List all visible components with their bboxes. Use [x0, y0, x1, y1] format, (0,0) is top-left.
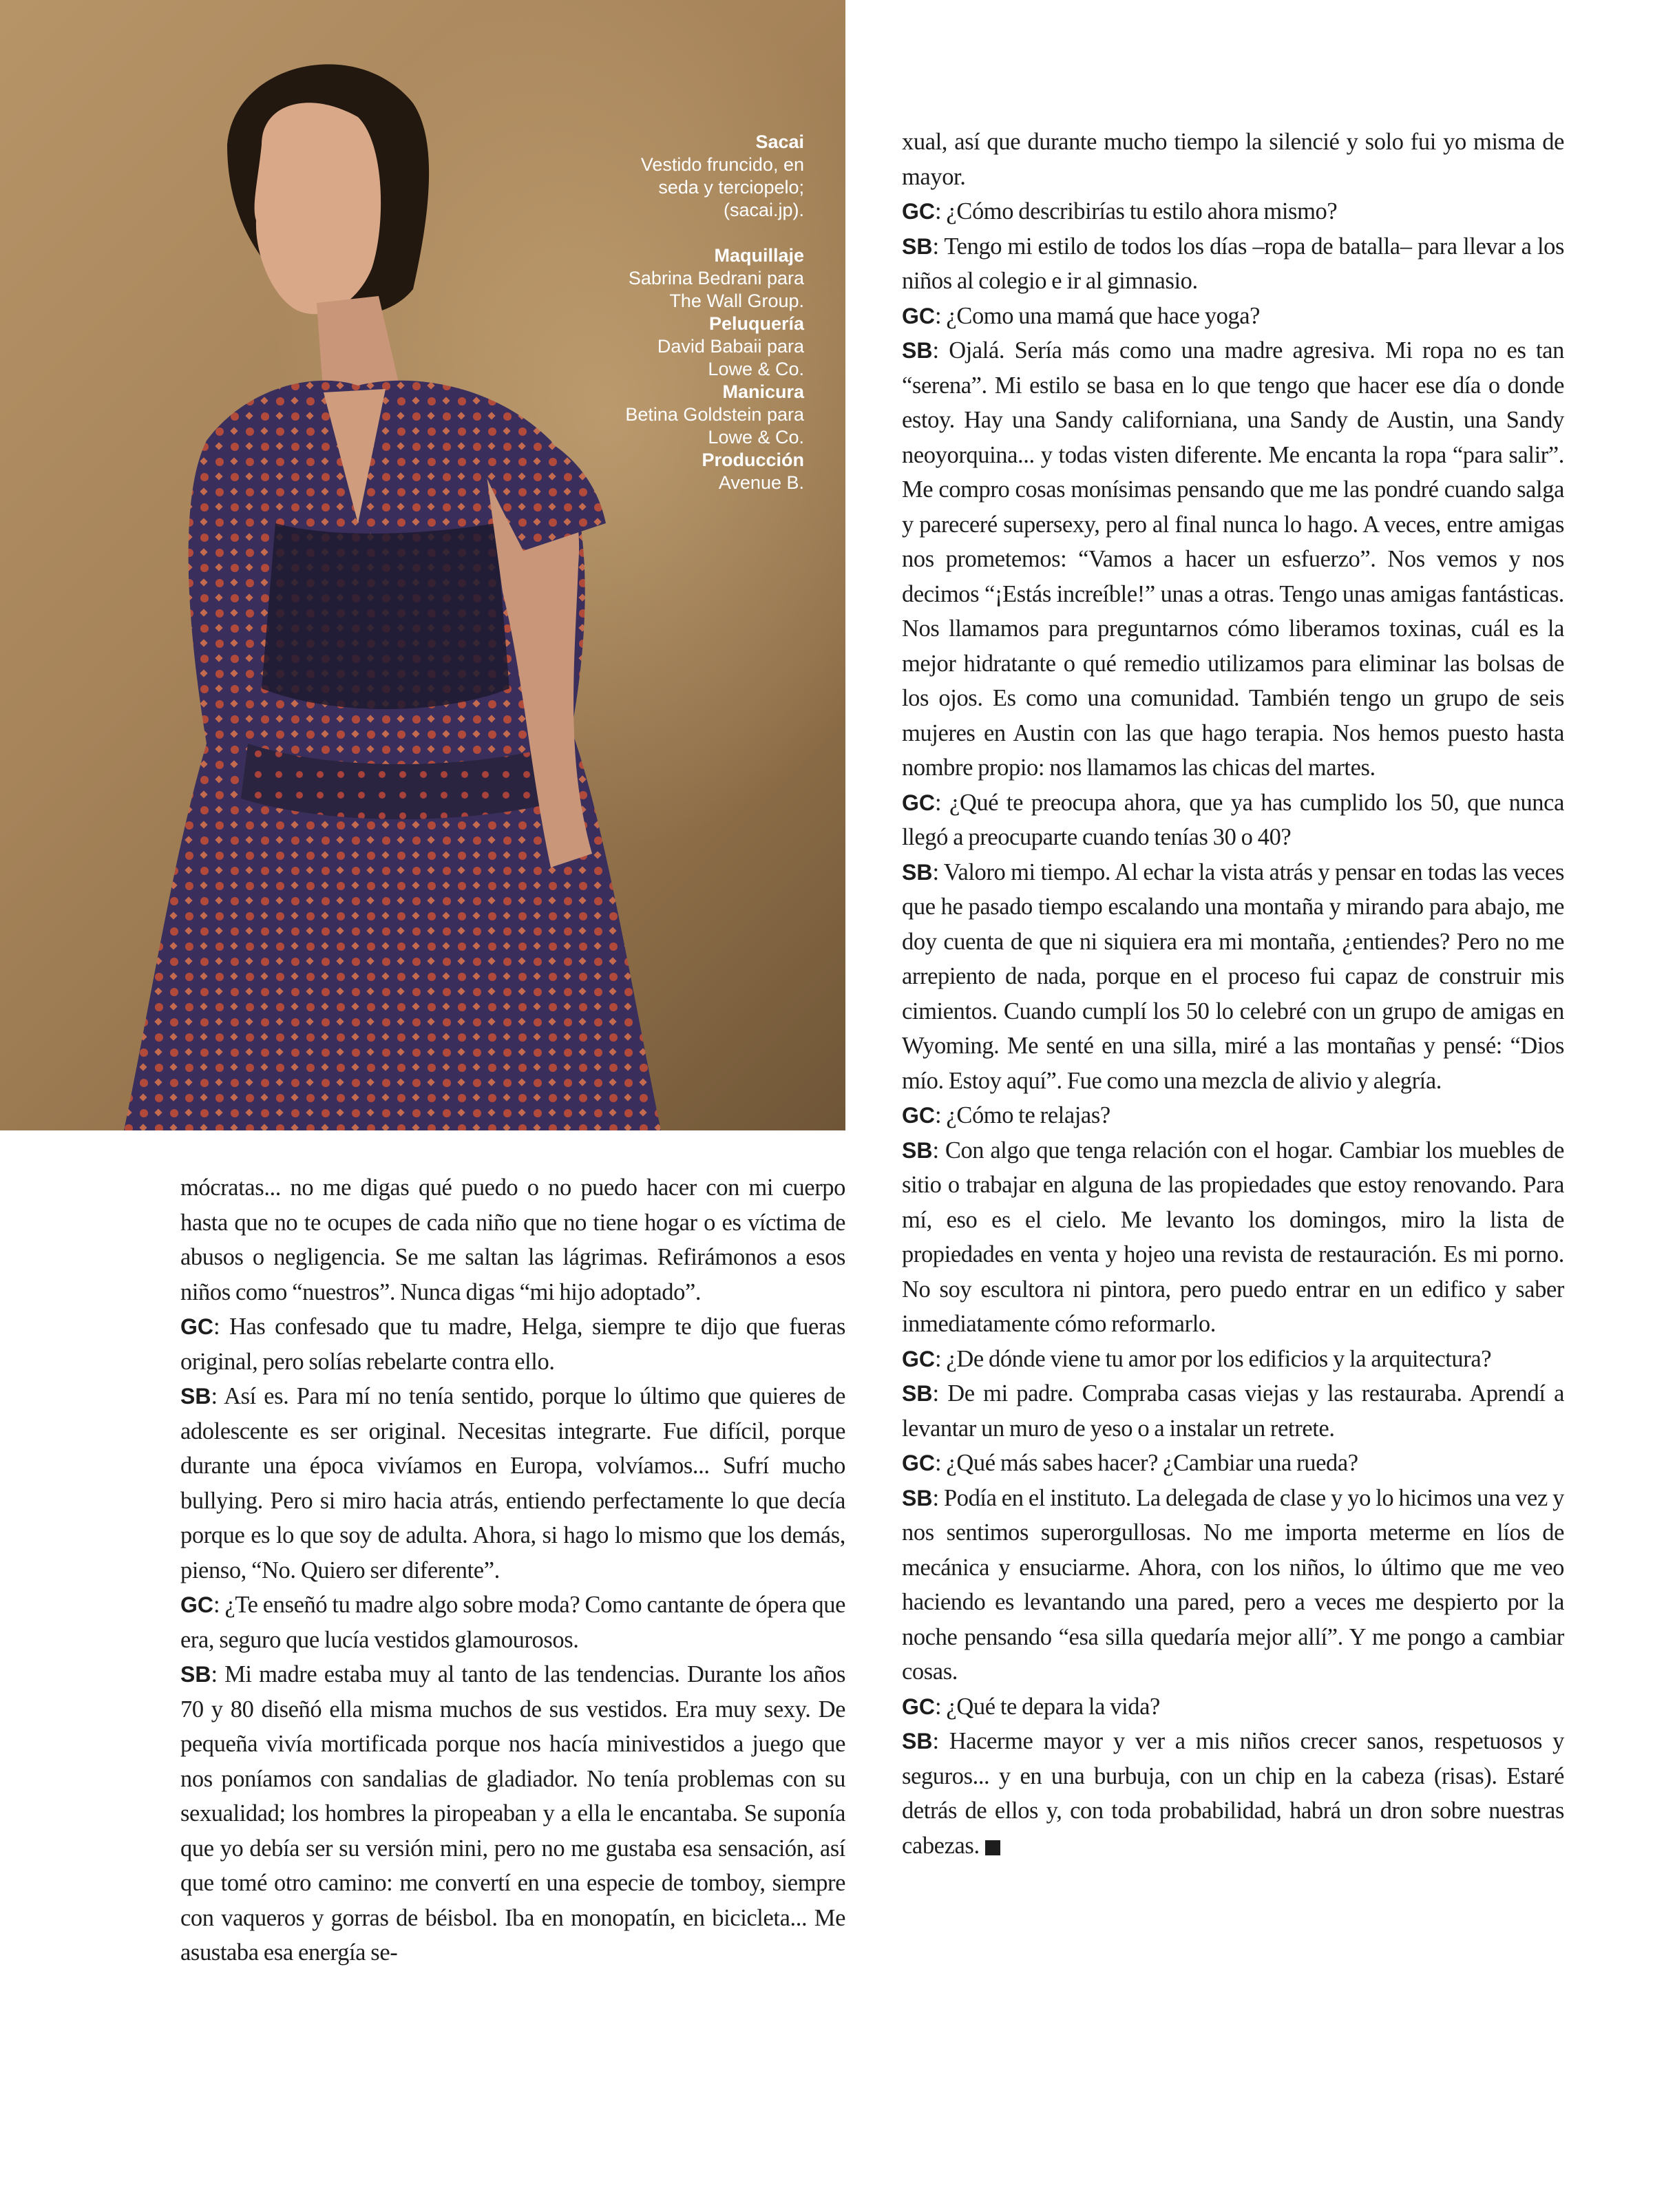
credit-peluqueria	[625, 313, 804, 381]
interview-paragraph: GC: ¿Qué te depara la vida?	[902, 1693, 1160, 1720]
paragraph-text: xual, así que durante mucho tiempo la silencié y solo fui yo misma de mayor.	[902, 129, 1564, 190]
interview-paragraph: SB: Así es. Para mí no tenía sentido, porque lo último que quieres de adolescente es ser original. Necesitas integrarte. Fue difícil, porque durante una época vivíamos en Europa, volvíamos... Sufrí mucho bullying. Pero si miro hacia atrás, entiendo perfectamente lo que decía porque es lo que soy de adulta. Ahora, si hago lo mismo que los demás, pienso, “No. Quiero ser diferente”.	[180, 1383, 845, 1583]
paragraph-text: Ojalá. Sería más como una madre agresiva. Mi ropa no es tan “serena”. Mi estilo se basa en lo que tengo que hacer ese día o donde estoy. Hay una Sandy californiana, una Sandy de Austin, una Sandy neoyorquina... y todas visten diferente. Me encanta la ropa “para salir”. Me compro cosas monísimas pensando que me las pondré cuando salga y pareceré supersexy, pero al final nunca lo hago. A veces, entre amigas nos prometemos: “Vamos a hacer un esfuerzo”. Nos vemos y nos decimos “¡Estás increíble!” unas a otras. Tengo unas amigas fantásticas. Nos llamamos para preguntarnos cómo liberamos toxinas, cuál es la mejor hidratante o qué remedio utilizamos para eliminar las bolsas de los ojos. Es como una comunidad. También tengo un grupo de seis mujeres en Austin con las que hago terapia. Nos hemos puesto hasta nombre propio: nos llamamos las chicas del martes.	[902, 337, 1564, 781]
credit-label: Maquillaje	[714, 245, 804, 266]
paragraph-text: Mi madre estaba muy al tanto de las tendencias. Durante los años 70 y 80 diseñó ella misma muchos de sus vestidos. Era muy sexy. De pequeña vivía mortificada porque nos hacía minivestidos a juego que nos poníamos con sandalias de gladiador. No tenía problemas con su sexualidad; los hombres la piropeaban y a ella le encantaba. Se suponía que yo debía ser su versión mini, pero no me gustaba esa sensación, así que tomé otro camino: me convertí en una especie de tomboy, siempre con vaqueros y gorras de béisbol. Iba en monopatín, en bicicleta... Me asustaba esa energía se-	[180, 1661, 845, 1966]
paragraph-text: mócratas... no me digas qué puedo o no puedo hacer con mi cuerpo hasta que no te ocupes de cada niño que no tiene hogar o es víctima de abusos o negligencia. Se me saltan las lágrimas. Refirámonos a esos niños como “nuestros”. Nunca digas “mi hijo adoptado”.	[180, 1175, 845, 1305]
speaker-label: SB	[902, 1137, 933, 1163]
interview-column-right	[902, 125, 1564, 1863]
interview-paragraph	[180, 1170, 845, 1309]
credit-text: David Babaii para Lowe & Co.	[657, 336, 804, 379]
credit-text: Sabrina Bedrani para The Wall Group.	[628, 268, 804, 311]
paragraph-text: Has confesado que tu madre, Helga, siempre te dijo que fueras original, pero solías rebelarte contra ello.	[180, 1314, 845, 1375]
speaker-label: SB	[902, 1729, 933, 1753]
interview-paragraph: GC: ¿Cómo te relajas?	[902, 1102, 1110, 1128]
paragraph-text: Así es. Para mí no tenía sentido, porque lo último que quieres de adolescente es ser original. Necesitas integrarte. Fue difícil, porque durante una época vivíamos en Europa, volvíamos... Sufrí mucho bullying. Pero si miro hacia atrás, entiendo perfectamente lo que decía porque es lo que soy de adulta. Ahora, si hago lo mismo que los demás, pienso, “No. Quiero ser diferente”.	[180, 1383, 845, 1583]
credit-text: Vestido fruncido, en seda y terciopelo; (sacai.jp).	[640, 154, 804, 220]
paragraph-text: ¿Cómo describirías tu estilo ahora mismo?	[946, 198, 1338, 224]
speaker-label: SB	[902, 338, 933, 363]
speaker-label: GC	[902, 790, 935, 815]
credit-text: Avenue B.	[718, 472, 804, 493]
interview-paragraph: GC: ¿Te enseñó tu madre algo sobre moda? Como cantante de ópera que era, seguro que lucía vestidos glamourosos.	[180, 1592, 845, 1653]
interview-paragraph: GC: ¿De dónde viene tu amor por los edificios y la arquitectura?	[902, 1345, 1492, 1372]
credit-label: Sacai	[755, 131, 804, 152]
credit-maquillaje	[625, 244, 804, 313]
credit-produccion	[625, 449, 804, 494]
interview-column-left	[180, 1170, 845, 1970]
credit-text: Betina Goldstein para Lowe & Co.	[625, 404, 804, 447]
interview-paragraph: SB: Podía en el instituto. La delegada de clase y yo lo hicimos una vez y nos sentimos superorgullosas. No me importa meterme en líos de mecánica y ensuciarme. Ahora, con los niños, lo último que me veo haciendo es levantando una pared, pero a veces me despierto por la noche pensando “esa silla quedaría mejor allí”. Y me pongo a cambiar cosas.	[902, 1484, 1564, 1685]
paragraph-text: ¿Qué te depara la vida?	[946, 1693, 1160, 1720]
portrait-photo	[0, 0, 845, 1130]
paragraph-text: ¿De dónde viene tu amor por los edificios y la arquitectura?	[946, 1345, 1492, 1372]
interview-paragraph	[902, 125, 1564, 194]
speaker-label: GC	[902, 1451, 935, 1475]
paragraph-text: ¿Qué más sabes hacer? ¿Cambiar una rueda?	[946, 1450, 1358, 1476]
credit-sacai	[625, 131, 804, 222]
interview-paragraph: GC: ¿Qué más sabes hacer? ¿Cambiar una rueda?	[902, 1450, 1358, 1476]
speaker-label: GC	[902, 303, 935, 328]
paragraph-text: Tengo mi estilo de todos los días –ropa de batalla– para llevar a los niños al colegio e ir al gimnasio.	[902, 233, 1564, 294]
interview-paragraph: SB: Hacerme mayor y ver a mis niños crecer sanos, respetuosos y seguros... y en una burbuja, con un chip en la cabeza (risas). Estaré detrás de ellos y, con toda probabilidad, habrá un dron sobre nuestras cabezas.	[902, 1728, 1564, 1859]
speaker-label: SB	[180, 1662, 211, 1687]
speaker-label: GC	[902, 1103, 935, 1128]
end-of-article-mark	[985, 1840, 1000, 1855]
paragraph-text: ¿Como una mamá que hace yoga?	[946, 302, 1261, 329]
credit-label: Manicura	[722, 381, 804, 402]
speaker-label: SB	[902, 1381, 933, 1406]
paragraph-text: Podía en el instituto. La delegada de clase y yo lo hicimos una vez y nos sentimos superorgullosas. No me importa meterme en líos de mecánica y ensuciarme. Ahora, con los niños, lo último que me veo haciendo es levantando una pared, pero a veces me despierto por la noche pensando “esa silla quedaría mejor allí”. Y me pongo a cambiar cosas.	[902, 1484, 1564, 1685]
interview-paragraph: GC: ¿Como una mamá que hace yoga?	[902, 302, 1261, 329]
speaker-label: GC	[902, 199, 935, 224]
speaker-label: GC	[902, 1346, 935, 1371]
interview-paragraph: SB: Tengo mi estilo de todos los días –ropa de batalla– para llevar a los niños al colegio e ir al gimnasio.	[902, 233, 1564, 294]
credit-manicura	[625, 381, 804, 449]
interview-paragraph: SB: Ojalá. Sería más como una madre agresiva. Mi ropa no es tan “serena”. Mi estilo se basa en lo que tengo que hacer ese día o donde estoy. Hay una Sandy californiana, una Sandy de Austin, una Sandy neoyorquina... y todas visten diferente. Me encanta la ropa “para salir”. Me compro cosas monísimas pensando que me las pondré cuando salga y pareceré supersexy, pero al final nunca lo hago. A veces, entre amigas nos prometemos: “Vamos a hacer un esfuerzo”. Nos vemos y nos decimos “¡Estás increíble!” unas a otras. Tengo unas amigas fantásticas. Nos llamamos para preguntarnos cómo liberamos toxinas, cuál es la mejor hidratante o qué remedio utilizamos para eliminar las bolsas de los ojos. Es como una comunidad. También tengo un grupo de seis mujeres en Austin con las que hago terapia. Nos hemos puesto hasta nombre propio: nos llamamos las chicas del martes.	[902, 337, 1564, 781]
paragraph-text: De mi padre. Compraba casas viejas y las restauraba. Aprendí a levantar un muro de yeso o a instalar un retrete.	[902, 1380, 1564, 1442]
credit-label: Peluquería	[708, 313, 804, 334]
paragraph-text: ¿Qué te preocupa ahora, que ya has cumplido los 50, que nunca llegó a preocuparte cuando tenías 30 o 40?	[902, 789, 1564, 850]
paragraph-text: Hacerme mayor y ver a mis niños crecer sanos, respetuosos y seguros... y en una burbuja, con un chip en la cabeza (risas). Estaré detrás de ellos y, con toda probabilidad, habrá un dron sobre nuestras cabezas.	[902, 1728, 1564, 1859]
speaker-label: SB	[902, 233, 933, 259]
speaker-label: SB	[902, 859, 933, 885]
interview-paragraph: GC: Has confesado que tu madre, Helga, siempre te dijo que fueras original, pero solías rebelarte contra ello.	[180, 1314, 845, 1375]
interview-paragraph: SB: De mi padre. Compraba casas viejas y las restauraba. Aprendí a levantar un muro de yeso o a instalar un retrete.	[902, 1380, 1564, 1442]
paragraph-text: ¿Cómo te relajas?	[946, 1102, 1110, 1128]
photo-credits	[625, 131, 804, 494]
interview-paragraph: GC: ¿Qué te preocupa ahora, que ya has cumplido los 50, que nunca llegó a preocuparte cuando tenías 30 o 40?	[902, 789, 1564, 850]
speaker-label: GC	[180, 1314, 213, 1339]
speaker-label: GC	[902, 1694, 935, 1719]
interview-paragraph: SB: Valoro mi tiempo. Al echar la vista atrás y pensar en todas las veces que he pasado tiempo escalando una montaña y mirando para abajo, me doy cuenta de que ni siquiera era mi montaña, ¿entiendes? Pero no me arrepiento de nada, porque en el proceso fui capaz de construir mis cimientos. Cuando cumplí los 50 lo celebré con un grupo de amigas en Wyoming. Me senté en una silla, miré a las montañas y pensé: “Dios mío. Estoy aquí”. Fue como una mezcla de alivio y alegría.	[902, 859, 1564, 1094]
speaker-label: SB	[180, 1384, 211, 1409]
credit-label: Producción	[702, 450, 804, 470]
paragraph-text: Con algo que tenga relación con el hogar. Cambiar los muebles de sitio o trabajar en alguna de las propiedades que estoy renovando. Para mí, eso es el cielo. Me levanto los domingos, miro la lista de propiedades en venta y hojeo una revista de restauración. Es mi porno. No soy escultora ni pintora, pero puedo entrar en un edifico y saber inmediatamente cómo reformarlo.	[902, 1137, 1564, 1337]
interview-paragraph: SB: Con algo que tenga relación con el hogar. Cambiar los muebles de sitio o trabajar en alguna de las propiedades que estoy renovando. Para mí, eso es el cielo. Me levanto los domingos, miro la lista de propiedades en venta y hojeo una revista de restauración. Es mi porno. No soy escultora ni pintora, pero puedo entrar en un edifico y saber inmediatamente cómo reformarlo.	[902, 1137, 1564, 1337]
interview-paragraph: SB: Mi madre estaba muy al tanto de las tendencias. Durante los años 70 y 80 diseñó ella misma muchos de sus vestidos. Era muy sexy. De pequeña vivía mortificada porque nos hacía minivestidos a juego que nos poníamos con sandalias de gladiador. No tenía problemas con su sexualidad; los hombres la piropeaban y a ella le encantaba. Se suponía que yo debía ser su versión mini, pero no me gustaba esa sensación, así que tomé otro camino: me convertí en una especie de tomboy, siempre con vaqueros y gorras de béisbol. Iba en monopatín, en bicicleta... Me asustaba esa energía se-	[180, 1661, 845, 1966]
speaker-label: SB	[902, 1485, 933, 1510]
speaker-label: GC	[180, 1592, 213, 1617]
paragraph-text: Valoro mi tiempo. Al echar la vista atrás y pensar en todas las veces que he pasado tiempo escalando una montaña y mirando para abajo, me doy cuenta de que ni siquiera era mi montaña, ¿entiendes? Pero no me arrepiento de nada, porque en el proceso fui capaz de construir mis cimientos. Cuando cumplí los 50 lo celebré con un grupo de amigas en Wyoming. Me senté en una silla, miré a las montañas y pensé: “Dios mío. Estoy aquí”. Fue como una mezcla de alivio y alegría.	[902, 859, 1564, 1094]
paragraph-text: ¿Te enseñó tu madre algo sobre moda? Como cantante de ópera que era, seguro que lucía vestidos glamourosos.	[180, 1592, 845, 1653]
interview-paragraph: GC: ¿Cómo describirías tu estilo ahora mismo?	[902, 198, 1338, 224]
